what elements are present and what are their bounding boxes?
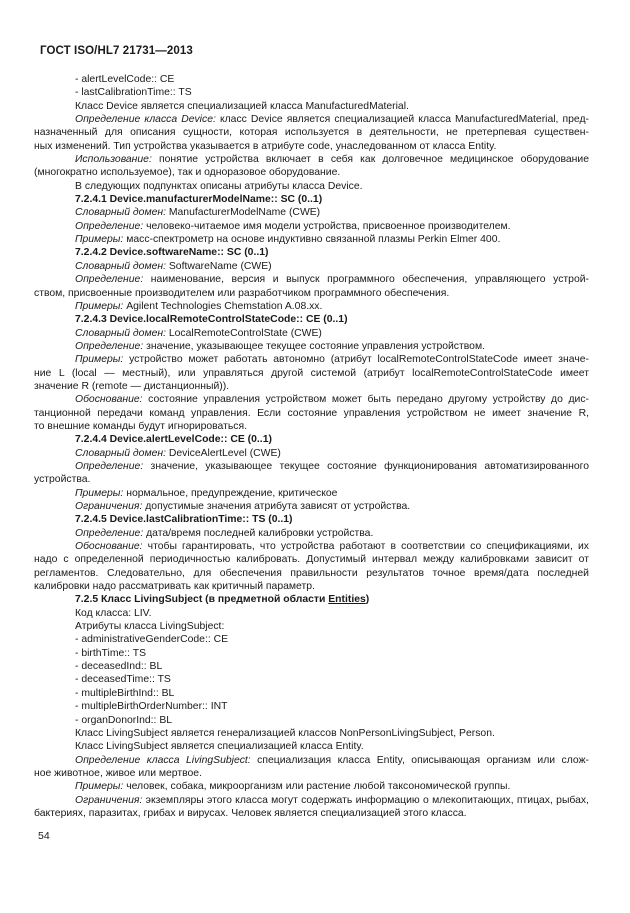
text-line bbox=[34, 487, 589, 500]
term-label: Ограничения: bbox=[75, 501, 143, 512]
term-label: Определение класса Device: bbox=[75, 114, 216, 126]
text-line bbox=[34, 153, 589, 166]
line-text: - multipleBirthOrderNumber:: INT bbox=[75, 701, 228, 713]
line-text: - lastCalibrationTime:: TS bbox=[75, 87, 192, 99]
text-line bbox=[34, 447, 589, 460]
line-text: масс-спектрометр на основе индуктивно связанной плазмы Perkin Elmer 400. bbox=[123, 234, 501, 246]
line-text-tail: ) bbox=[365, 594, 370, 606]
line-text: Код класса: LIV. bbox=[75, 607, 152, 619]
line-text: - alertLevelCode:: CE bbox=[75, 74, 175, 85]
text-line bbox=[34, 807, 589, 820]
line-text: назначенный для описания сущности, которая используется в деятельности, не претерпевая существен- bbox=[34, 127, 589, 139]
text-line bbox=[34, 273, 589, 286]
line-text: (многократно используемое), так и одноразовое оборудование. bbox=[34, 167, 341, 179]
line-text: Класс LivingSubject является специализацией класса Entity. bbox=[75, 741, 364, 753]
term-label: Словарный домен: bbox=[75, 447, 166, 459]
text-line bbox=[34, 166, 589, 179]
line-text: 7.2.4.3 Device.localRemoteControlStateCode:: CE (0..1) bbox=[75, 314, 348, 326]
text-line bbox=[34, 473, 589, 486]
line-text: наименование, версия и выпуск программного обеспечения, управляющего устрой- bbox=[143, 274, 589, 286]
text-line bbox=[34, 380, 589, 393]
line-text: бактериях, паразитах, грибах и вирусах. Человек является специализацией этого класса. bbox=[34, 807, 467, 819]
term-label: Примеры: bbox=[75, 781, 124, 793]
term-label: Определение: bbox=[75, 527, 144, 539]
line-text: нормальное, предупреждение, критическое bbox=[123, 487, 338, 499]
text-line bbox=[34, 740, 589, 753]
section-heading bbox=[34, 313, 589, 326]
term-label: Ограничения: bbox=[75, 794, 143, 806]
text-line bbox=[34, 233, 589, 246]
text-line bbox=[34, 86, 589, 99]
text-line bbox=[34, 727, 589, 740]
term-label: Словарный домен: bbox=[75, 260, 166, 272]
section-heading bbox=[34, 193, 589, 206]
text-line bbox=[34, 100, 589, 113]
section-heading bbox=[34, 513, 589, 526]
line-text: допустимые значения атрибута зависят от устройства. bbox=[142, 501, 411, 512]
line-text: экземпляры этого класса могут содержать информацию о млекопитающих, птицах, рыбах, bbox=[142, 794, 589, 806]
line-text: танционной передачи команд управления. Если состояние управления устройством не имеет значение R, bbox=[34, 407, 589, 419]
line-text: ние L (local — местный), или управляться другой системой (атрибут localRemoteControlStateCode имеет bbox=[34, 367, 589, 379]
text-line bbox=[34, 220, 589, 233]
text-line bbox=[34, 340, 589, 353]
text-line bbox=[34, 673, 589, 686]
line-text: LocalRemoteControlState (CWE) bbox=[165, 327, 322, 339]
document-body bbox=[34, 73, 589, 820]
text-line bbox=[34, 660, 589, 673]
text-line bbox=[34, 180, 589, 193]
line-text: - birthTime:: TS bbox=[75, 647, 147, 659]
term-label: Словарный домен: bbox=[75, 327, 166, 339]
text-line bbox=[34, 140, 589, 153]
term-label: Определение: bbox=[75, 460, 144, 472]
term-label: Примеры: bbox=[75, 234, 124, 246]
term-label: Примеры: bbox=[75, 354, 124, 366]
text-line bbox=[34, 407, 589, 420]
text-line bbox=[34, 767, 589, 780]
line-text: Класс LivingSubject является генерализацией классов NonPersonLivingSubject, Person. bbox=[75, 727, 495, 739]
line-text: дата/время последней калибровки устройства. bbox=[143, 527, 374, 539]
line-text: 7.2.4.1 Device.manufacturerModelName:: SC (0..1) bbox=[75, 194, 323, 206]
text-line bbox=[34, 420, 589, 433]
line-text: понятие устройства включает в себя как долговечное медицинское оборудование bbox=[151, 154, 589, 166]
text-line bbox=[34, 540, 589, 553]
line-text: калибровки надо рассматривать как критичный параметр. bbox=[34, 581, 315, 593]
text-line bbox=[34, 687, 589, 700]
text-line bbox=[34, 527, 589, 540]
line-text: - multipleBirthInd:: BL bbox=[75, 687, 175, 699]
line-text: 7.2.4.2 Device.softwareName:: SC (0..1) bbox=[75, 247, 269, 259]
line-text: регламентов. Следовательно, для обеспечения правильности результатов точное время/дата последней bbox=[34, 567, 589, 579]
text-line bbox=[34, 327, 589, 340]
line-text: - administrativeGenderCode:: CE bbox=[75, 634, 229, 646]
text-line bbox=[34, 567, 589, 580]
text-line bbox=[34, 780, 589, 793]
line-text: 7.2.5 Класс LivingSubject (в предметной области bbox=[75, 594, 329, 606]
line-text: DeviceAlertLevel (CWE) bbox=[165, 447, 281, 459]
entities-link[interactable]: Entities bbox=[328, 594, 366, 606]
term-label: Определение класса LivingSubject: bbox=[75, 754, 251, 766]
text-line bbox=[34, 714, 589, 727]
section-heading bbox=[34, 246, 589, 259]
text-line bbox=[34, 754, 589, 767]
line-text: значение, указывающее текущее состояние функционирования автоматизированного bbox=[143, 460, 589, 472]
line-text: Agilent Technologies Chemstation A.08.xx. bbox=[123, 300, 323, 312]
line-text: ManufacturerModelName (CWE) bbox=[165, 207, 321, 219]
term-label: Использование: bbox=[75, 154, 152, 166]
line-text: ных изменений. Тип устройства указывается в атрибуте code, унаследованном от класса Entity. bbox=[34, 140, 497, 152]
text-line bbox=[34, 633, 589, 646]
text-line bbox=[34, 113, 589, 126]
line-text: - organDonorInd:: BL bbox=[75, 714, 173, 726]
text-line bbox=[34, 126, 589, 139]
page-number: 54 bbox=[38, 830, 50, 842]
line-text: класс Device является специализацией класса ManufacturedMaterial, пред- bbox=[215, 114, 589, 126]
line-text: - deceasedInd:: BL bbox=[75, 661, 163, 673]
line-text: ное животное, живое или мертвое. bbox=[34, 767, 202, 779]
line-text: устройства. bbox=[34, 474, 91, 486]
text-line bbox=[34, 353, 589, 366]
term-label: Словарный домен: bbox=[75, 207, 166, 219]
line-text: надо с определенной периодичностью калибровать. Допустимый интервал между калибровками зависит от bbox=[34, 554, 589, 566]
line-text: ством, присвоенные производителем или разработчиком программного обеспечения. bbox=[34, 287, 450, 299]
line-text: человеко-читаемое имя модели устройства, присвоенное производителем. bbox=[143, 220, 511, 232]
line-text: устройство может работать автономно (атрибут localRemoteControlStateCode имеет значе- bbox=[123, 354, 589, 366]
text-line bbox=[34, 300, 589, 313]
line-text: состояние управления устройством может быть передано другому устройству до дис- bbox=[142, 394, 589, 406]
line-text: то внешние команды будут игнорироваться. bbox=[34, 420, 247, 432]
text-line bbox=[34, 553, 589, 566]
text-line bbox=[34, 647, 589, 660]
line-text: В следующих подпунктах описаны атрибуты класса Device. bbox=[75, 180, 363, 192]
line-text: значение R (remote — дистанционный)). bbox=[34, 380, 230, 392]
text-line bbox=[34, 607, 589, 620]
text-line bbox=[34, 206, 589, 219]
line-text: - deceasedTime:: TS bbox=[75, 674, 171, 686]
line-text: чтобы гарантировать, что устройства работают в соответствии со спецификациями, их bbox=[142, 541, 589, 553]
text-line bbox=[34, 73, 589, 86]
text-line bbox=[34, 500, 589, 513]
text-line bbox=[34, 367, 589, 380]
term-label: Определение: bbox=[75, 220, 144, 232]
term-label: Примеры: bbox=[75, 487, 124, 499]
text-line bbox=[34, 393, 589, 406]
term-label: Определение: bbox=[75, 274, 144, 286]
line-text: значение, указывающее текущее состояние управления устройством. bbox=[143, 340, 485, 352]
line-text: 7.2.4.4 Device.alertLevelCode:: CE (0..1) bbox=[75, 434, 272, 446]
text-line bbox=[34, 260, 589, 273]
text-line bbox=[34, 460, 589, 473]
standard-header: ГОСТ ISO/HL7 21731—2013 bbox=[40, 45, 193, 57]
term-label: Обоснование: bbox=[75, 394, 143, 406]
text-line bbox=[34, 580, 589, 593]
term-label: Обоснование: bbox=[75, 541, 143, 553]
text-line bbox=[34, 287, 589, 300]
text-line bbox=[34, 794, 589, 807]
line-text: Атрибуты класса LivingSubject: bbox=[75, 621, 225, 633]
line-text: человек, собака, микроорганизм или растение любой таксономической группы. bbox=[123, 781, 511, 793]
text-line bbox=[34, 700, 589, 713]
text-line bbox=[34, 620, 589, 633]
section-heading bbox=[34, 593, 589, 606]
line-text: специализация класса Entity, описывающая организм или слож- bbox=[250, 754, 589, 766]
line-text: SoftwareName (CWE) bbox=[165, 260, 272, 272]
section-heading bbox=[34, 433, 589, 446]
line-text: Класс Device является специализацией класса ManufacturedMaterial. bbox=[75, 100, 409, 112]
term-label: Определение: bbox=[75, 340, 144, 352]
line-text: 7.2.4.5 Device.lastCalibrationTime:: TS (0..1) bbox=[75, 514, 293, 526]
term-label: Примеры: bbox=[75, 300, 124, 312]
